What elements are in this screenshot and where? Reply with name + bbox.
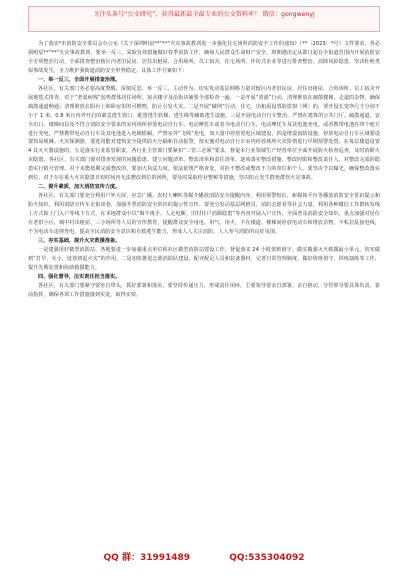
contact-footer (0, 550, 408, 570)
section-heading-4: 四、强化督导，压实责任担当落实。 (38, 273, 121, 280)
section-paragraph-2: 各社区、有关部门要充分利用户外大屏、应急广播、农村大喇叭等媒介播放消防安全提醒内容，利用预警短信，新媒体平台等播放消防安全常识提示和防火知识，利用消防宣传车走街串巷，加强冬季消防安全常识的提示性宣传。要充分发动基层网格员、消防志愿者等社会力量，利用各种微信工作群转发线上方式和上门入户等线下方式，在本地群众中以“烟不离手、人走电断、旧村住户消除隐患”等内容开展入户宣传，全面普及消防安全知识。重点加强对居住在老旧小区、城中村出租屋、三小场所等人员的宣传教育，提醒群众安全用电、用气、用火，不在楼道、楼梯间停放电动车和堆放杂物，不私拉乱接电线，不为电动车违规充电，提高全民消防安全意识和自救逃生能力，形成人人关注消防、人人参与消防的良好氛围。 (28, 193, 380, 236)
section-paragraph-1: 各社区、有关部门务必要高度警醒、深刻反思、举一反三、主动作为，切实发动基层网格力量对辖区内老旧民房、居住出租屋、合用场所、员工宿舍开展地毯式排查，对于“老弱病残”弱势群体居住场所，宿舍楼宇及沿街店铺要全部检查一遍，一是开展“清源”行动，清理堆放在疏散楼梯、走道的杂物，确保疏散通道畅通；清理堆放在阳台上和卧房里的可燃物，防止引发火灾。二是开展“破网”行动，住宅、出租屋设置防盗窗（网）的，要开设长宽净尺寸分别不小于 1 米、0.8 米且内外开启的紧急逃生窗口，配置逃生软梯、逃生绳等辅助逃生设施。三是开展电动自行车整治，严禁在建筑的公共门厅、疏散通道、安全出口、楼梯间以及不符合消防安全要求的室内场所停放电动自行车、电动摩托车或者为电动自行车、电动摩托车及其电池充电。或者携带电池在四个地方进行充电，严禁携带电动自行车及其电池进入电梯轿厢，严禁室外“飞线”充电，如大量中停放宽电区域建设，四是增设消防设施，停放电动自行车区域要设置简易喷淋、火灾探测器，要选用能对建筑安全提供防火分隔和自动报警，按实施对电动自行车室内停放场所火灾险情进行早期预警处置、在每层楼道设置 4 具灭火器设施的，五是落实行业监管职责，各行业主管部门要紧扣“三管三必须”要求，督促本行业领域生产经营单位全面开展防火检查巡查，及时消除火灾隐患。各社区、有关部门要对排查发现的问题隐患，建立问题清单、整改清单和责任清单，逐项落实整改措施、整改时限和整改责任人，对整改完成的隐患实行销号管理。对于未能按期完成整改的，要加大执法力度，依法依规严格查处，对拒不整改或整改不力的单位和个人，要坚决予以曝光，确保整改落实到位。对于存在重大火灾隐患且短时间内无法整改到位的场所，要及时采取停业整顿等措施，坚决防止发生群死群伤火灾事故。 (28, 85, 380, 182)
qq-number: QQ:535304092 (229, 553, 305, 563)
promo-banner-text: 关注头条号“公文研究”，获得最新最全最专业的公文资料库！ 微信：gongwenyj (93, 11, 315, 18)
section-heading-2: 二、提升素质，加大消防宣传力度。 (38, 184, 121, 191)
section-paragraph-4: 各社区、有关部门要紧守要害自带头，抓好部署和落实，要坚持传递压力，形成责任闭环，主要领导要亲自部署、亲自推动，分管领导要具体负责、靠前指挥，确保各项工作措施落到实处，取得实效。 (28, 282, 380, 298)
section-paragraph-3: 一是建强用好微型消防站，各地要进一步加强重点单位和社区微型消防站建设工作，督促落实 24 小时值班值守，做实做强灭火救援最小单元，切实做到“打早、灭小、处置初起火灾”的作用。二是加快推进志愿消防队建设，配齐配足人员和装备器材，完善日常管理制度，做好值班值守、训练演练等工作，提升先期处置和协助救援能力。 (28, 246, 380, 271)
document-body (28, 40, 380, 548)
intro-paragraph: 为了落实*市消防安全委员会办公室《关于深圳明辰**“**”火灾事故教训进一步强化住宅场所消防安全工作的通知》（**〔2023〕*号）文件要求，各必须明辰**“**”火灾事故教训，要举一反三，采取有效措施做好春季消防工作，确保人民群众生命财产安全，现期遵决定从即日起在全街道范围内开展消防安全专项整治行动，全面排查整治辖区内老旧民房、居住出租屋、合用场所、员工宿舍、住宅场所、作坊式企业等进行排查整治，消除风险隐患，坚决杜绝类似事故发生，全力维护我街道消防安全形势稳定。具体工作方案如下： (28, 41, 380, 74)
section-heading-3: 三、夯实基础，提升火灾救援准备。 (38, 237, 121, 244)
promo-banner (28, 6, 380, 32)
qq-group: QQ 群：31991489 (103, 553, 191, 563)
section-heading-1: 一、举一反三，全面开展排查治理。 (38, 76, 121, 83)
